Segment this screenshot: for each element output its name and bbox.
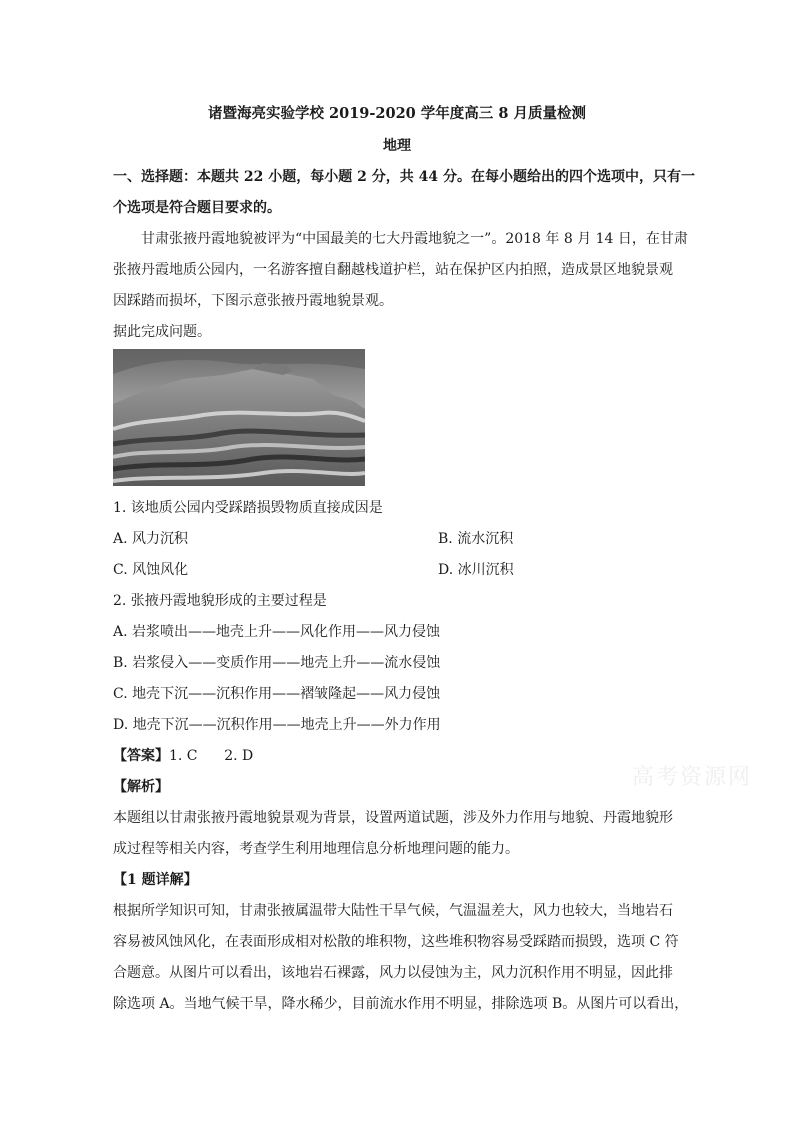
question-1-stem: 1. 该地质公园内受踩踏损毁物质直接成因是 [113, 500, 383, 516]
section-heading-line2: 个选项是符合题目要求的。 [113, 200, 281, 216]
question-2-option-a: A. 岩浆喷出——地壳上升——风化作用——风力侵蚀 [113, 624, 441, 640]
question-2-option-b: B. 岩浆侵入——变质作用——地壳上升——流水侵蚀 [113, 655, 441, 671]
answer-line [113, 746, 683, 766]
section-heading-line1: 一、选择题：本题共 22 小题，每小题 2 分，共 44 分。在每小题给出的四个选项中，只有一 [113, 169, 695, 185]
question-2-stem: 2. 张掖丹霞地貌形成的主要过程是 [113, 593, 327, 609]
analysis-line2: 成过程等相关内容，考查学生利用地理信息分析地理问题的能力。 [113, 841, 519, 857]
passage-line3: 因踩踏而损坏，下图示意张掖丹霞地貌景观。 [113, 293, 393, 309]
detail-label: 【1 题详解】 [113, 872, 198, 888]
watermark: 高考资源网 [632, 765, 753, 790]
subject-title: 地理 [383, 138, 411, 154]
question-1-option-a: A. 风力沉积 [113, 531, 189, 547]
landscape-photo-icon [113, 349, 365, 486]
passage-line1: 甘肃张掖丹霞地貌被评为“中国最美的七大丹霞地貌之一”。2018 年 8 月 14 日，在甘肃 [141, 231, 688, 247]
question-1-option-c: C. 风蚀风化 [113, 562, 189, 578]
detail-line3: 合题意。从图片可以看出，该地岩石裸露，风力以侵蚀为主，风力沉积作用不明显，因此排 [113, 965, 673, 981]
detail-line4: 除选项 A。当地气候干旱，降水稀少，目前流水作用不明显，排除选项 B。从图片可以看出， [113, 996, 689, 1012]
question-2-option-d: D. 地壳下沉——沉积作用——地壳上升——外力作用 [113, 717, 441, 733]
exam-title: 诸暨海亮实验学校 2019-2020 学年度高三 8 月质量检测 [207, 105, 586, 122]
analysis-label: 【解析】 [113, 779, 169, 795]
answer-label: 【答案】 [113, 748, 169, 764]
question-1-option-b: B. 流水沉积 [438, 531, 514, 547]
detail-line1: 根据所学知识可知，甘肃张掖属温带大陆性干旱气候，气温温差大，风力也较大，当地岩石 [113, 903, 673, 919]
analysis-line1: 本题组以甘肃张掖丹霞地貌景观为背景，设置两道试题，涉及外力作用与地貌、丹霞地貌形 [113, 810, 673, 826]
question-1-option-d: D. 冰川沉积 [438, 562, 514, 578]
passage-line2: 张掖丹霞地质公园内，一名游客擅自翻越栈道护栏，站在保护区内拍照，造成景区地貌景观 [113, 262, 673, 278]
detail-line2: 容易被风蚀风化，在表面形成相对松散的堆积物，这些堆积物容易受踩踏而损毁，选项 C 符 [113, 934, 679, 950]
passage-line4: 据此完成问题。 [113, 324, 211, 340]
question-2-option-c: C. 地壳下沉——沉积作用——褶皱隆起——风力侵蚀 [113, 686, 441, 702]
answer-value: 1. C 2. D [169, 748, 254, 764]
